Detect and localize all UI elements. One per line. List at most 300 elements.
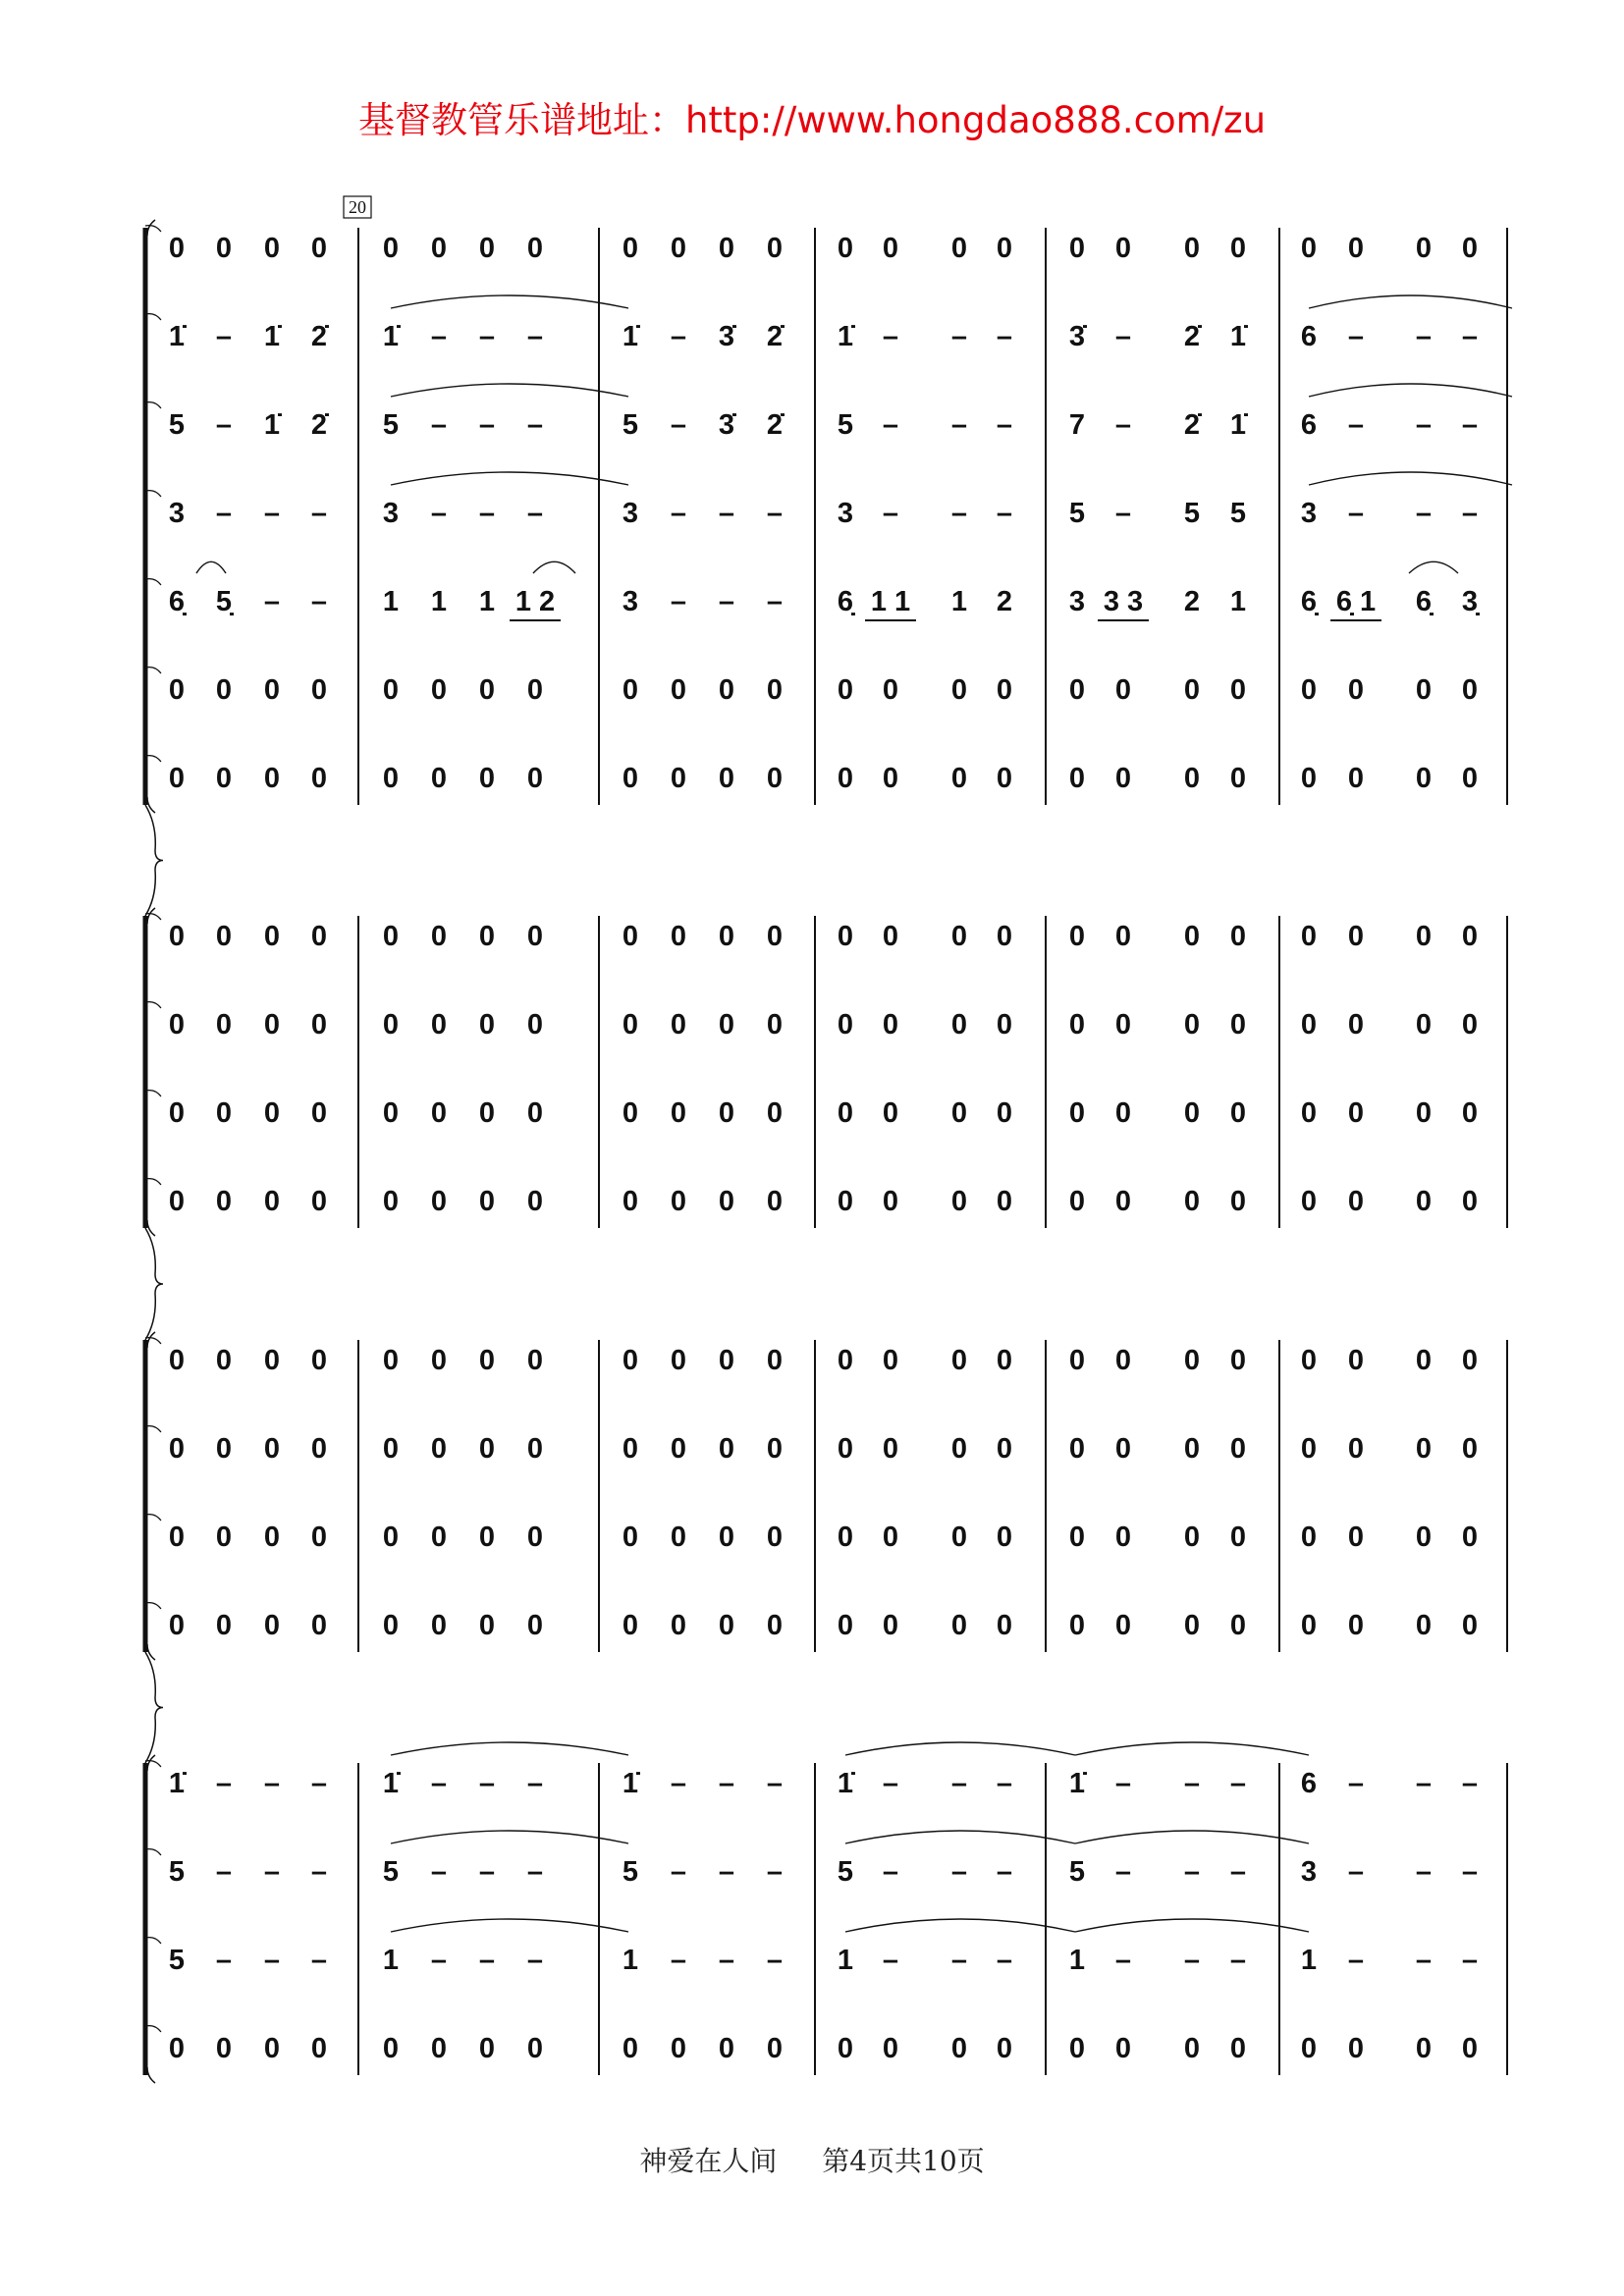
note: 1: [622, 1945, 639, 1976]
rest-note: 0: [1347, 763, 1365, 794]
rest-note: 0: [837, 233, 854, 264]
rest-note: 0: [478, 1097, 496, 1129]
dash-extension: –: [430, 498, 448, 529]
rest-note: 0: [882, 1097, 899, 1129]
rest-note: 0: [996, 2033, 1013, 2064]
rest-note: 0: [837, 674, 854, 706]
rest-note: 0: [950, 1186, 968, 1217]
note: 1̇: [837, 1768, 854, 1799]
note: 6: [1300, 1768, 1318, 1799]
rest-note: 0: [310, 674, 328, 706]
rest-note: 0: [382, 1522, 400, 1553]
slur: [391, 384, 628, 397]
slur: [391, 472, 628, 485]
rest-note: 0: [766, 1097, 784, 1129]
slur: [391, 1742, 628, 1755]
rest-note: 0: [622, 1433, 639, 1465]
rest-note: 0: [718, 1186, 735, 1217]
rest-note: 0: [263, 1522, 281, 1553]
rest-note: 0: [882, 1433, 899, 1465]
rest-note: 0: [882, 1009, 899, 1041]
slur: [845, 1919, 1075, 1932]
rest-note: 0: [1347, 674, 1365, 706]
slur: [533, 561, 575, 573]
rest-note: 0: [996, 233, 1013, 264]
dash-extension: –: [766, 1945, 784, 1976]
dash-extension: –: [766, 1856, 784, 1888]
rest-note: 0: [622, 1522, 639, 1553]
dash-extension: –: [1183, 1945, 1201, 1976]
rest-note: 0: [950, 1009, 968, 1041]
rest-note: 0: [950, 674, 968, 706]
dash-extension: –: [1415, 1945, 1433, 1976]
footer-title: 神爱在人间: [639, 2145, 778, 2177]
dash-extension: –: [1347, 498, 1365, 529]
dash-extension: –: [950, 1768, 968, 1799]
dash-extension: –: [996, 321, 1013, 352]
rest-note: 0: [950, 763, 968, 794]
note: 5: [168, 409, 186, 441]
rest-note: 0: [996, 1009, 1013, 1041]
rest-note: 0: [766, 1009, 784, 1041]
rest-note: 0: [1461, 1433, 1479, 1465]
slur: [1309, 384, 1512, 397]
rest-note: 0: [263, 1186, 281, 1217]
rest-note: 0: [837, 2033, 854, 2064]
dash-extension: –: [1415, 498, 1433, 529]
rest-note: 0: [526, 1610, 544, 1641]
rest-note: 0: [996, 1186, 1013, 1217]
dash-extension: –: [670, 1856, 687, 1888]
rest-note: 0: [766, 1186, 784, 1217]
rest-note: 0: [215, 763, 233, 794]
rest-note: 0: [837, 921, 854, 952]
rest-note: 0: [1347, 1186, 1365, 1217]
rest-note: 0: [168, 1610, 186, 1641]
slur: [1409, 561, 1458, 573]
rest-note: 0: [766, 1522, 784, 1553]
rest-note: 0: [950, 921, 968, 952]
note: 6̣: [1415, 586, 1433, 617]
dash-extension: –: [1183, 1856, 1201, 1888]
note: 2̇: [1183, 321, 1201, 352]
rest-note: 0: [478, 1009, 496, 1041]
rest-note: 0: [1461, 674, 1479, 706]
dash-extension: –: [215, 321, 233, 352]
rest-note: 0: [478, 674, 496, 706]
rest-note: 0: [1347, 233, 1365, 264]
note: 5: [1183, 498, 1201, 529]
rest-note: 0: [950, 2033, 968, 2064]
rest-note: 0: [1300, 1186, 1318, 1217]
note: 1̇: [382, 321, 400, 352]
rest-note: 0: [310, 1186, 328, 1217]
rest-note: 0: [1229, 233, 1247, 264]
rest-note: 0: [622, 921, 639, 952]
note: 1: [478, 586, 496, 617]
watermark-header: 基督教管乐谱地址：http://www.hongdao888.com/zu: [357, 99, 1267, 141]
rest-note: 0: [263, 763, 281, 794]
dash-extension: –: [718, 1945, 735, 1976]
rest-note: 0: [382, 1186, 400, 1217]
dash-extension: –: [526, 1768, 544, 1799]
dash-extension: –: [718, 498, 735, 529]
rest-note: 0: [1415, 2033, 1433, 2064]
dash-extension: –: [996, 409, 1013, 441]
slur: [196, 561, 226, 573]
rest-note: 0: [622, 2033, 639, 2064]
rest-note: 0: [1415, 921, 1433, 952]
note: 1 1: [870, 586, 911, 617]
rest-note: 0: [478, 763, 496, 794]
note: 5: [1068, 498, 1086, 529]
rest-note: 0: [1068, 233, 1086, 264]
note: 1: [950, 586, 968, 617]
note: 5: [622, 1856, 639, 1888]
rest-note: 0: [215, 2033, 233, 2064]
rest-note: 0: [882, 233, 899, 264]
dash-extension: –: [1347, 1945, 1365, 1976]
rest-note: 0: [670, 2033, 687, 2064]
slur: [391, 295, 628, 308]
rest-note: 0: [382, 921, 400, 952]
rest-note: 0: [168, 674, 186, 706]
rest-note: 0: [950, 1097, 968, 1129]
rest-note: 0: [670, 1009, 687, 1041]
rest-note: 0: [1229, 2033, 1247, 2064]
rest-note: 0: [1114, 1610, 1132, 1641]
note: 3: [382, 498, 400, 529]
rest-note: 0: [622, 1610, 639, 1641]
rest-note: 0: [1114, 233, 1132, 264]
rest-note: 0: [263, 1345, 281, 1376]
rest-note: 0: [1300, 1522, 1318, 1553]
rest-note: 0: [622, 674, 639, 706]
note: 3: [168, 498, 186, 529]
rest-note: 0: [310, 233, 328, 264]
rest-note: 0: [1461, 1009, 1479, 1041]
rest-note: 0: [526, 1433, 544, 1465]
note: 1: [430, 586, 448, 617]
rest-note: 0: [1415, 1522, 1433, 1553]
rehearsal-mark: 20: [349, 197, 366, 217]
rest-note: 0: [1183, 1610, 1201, 1641]
note: 5̣: [215, 586, 233, 617]
dash-extension: –: [950, 409, 968, 441]
rest-note: 0: [215, 1610, 233, 1641]
dash-extension: –: [882, 1945, 899, 1976]
dash-extension: –: [478, 409, 496, 441]
note: 1: [382, 1945, 400, 1976]
rest-note: 0: [1068, 674, 1086, 706]
dash-extension: –: [1347, 1856, 1365, 1888]
rest-note: 0: [526, 1097, 544, 1129]
rest-note: 0: [996, 763, 1013, 794]
rest-note: 0: [478, 1610, 496, 1641]
rest-note: 0: [168, 1097, 186, 1129]
note: 1̇: [263, 409, 281, 441]
dash-extension: –: [950, 321, 968, 352]
note: 3 3: [1103, 586, 1144, 617]
dash-extension: –: [430, 321, 448, 352]
rest-note: 0: [310, 1345, 328, 1376]
dash-extension: –: [526, 321, 544, 352]
note: 1: [1300, 1945, 1318, 1976]
dash-extension: –: [215, 498, 233, 529]
rest-note: 0: [382, 674, 400, 706]
rest-note: 0: [215, 674, 233, 706]
rest-note: 0: [1114, 1433, 1132, 1465]
dash-extension: –: [882, 321, 899, 352]
note: 6̣: [1300, 586, 1318, 617]
rest-note: 0: [215, 1009, 233, 1041]
rest-note: 0: [837, 1186, 854, 1217]
rest-note: 0: [1300, 674, 1318, 706]
note: 2̇: [766, 409, 784, 441]
rest-note: 0: [526, 674, 544, 706]
rest-note: 0: [310, 2033, 328, 2064]
dash-extension: –: [1461, 1856, 1479, 1888]
rest-note: 0: [215, 1345, 233, 1376]
rest-note: 0: [766, 233, 784, 264]
rest-note: 0: [1347, 1433, 1365, 1465]
dash-extension: –: [1347, 321, 1365, 352]
rest-note: 0: [996, 921, 1013, 952]
rest-note: 0: [670, 1522, 687, 1553]
dash-extension: –: [1114, 1945, 1132, 1976]
rest-note: 0: [996, 1522, 1013, 1553]
note: 1̇: [1068, 1768, 1086, 1799]
slur: [1075, 1831, 1309, 1843]
dash-extension: –: [526, 498, 544, 529]
dash-extension: –: [526, 1856, 544, 1888]
dash-extension: –: [215, 409, 233, 441]
rest-note: 0: [1068, 1186, 1086, 1217]
rest-note: 0: [837, 1009, 854, 1041]
rest-note: 0: [263, 1009, 281, 1041]
rest-note: 0: [882, 921, 899, 952]
dash-extension: –: [718, 1768, 735, 1799]
rest-note: 0: [430, 921, 448, 952]
dash-extension: –: [1415, 1768, 1433, 1799]
note: 5: [837, 409, 854, 441]
note: 5: [837, 1856, 854, 1888]
rest-note: 0: [382, 1345, 400, 1376]
dash-extension: –: [670, 1945, 687, 1976]
rest-note: 0: [478, 1345, 496, 1376]
rest-note: 0: [837, 763, 854, 794]
rest-note: 0: [168, 1345, 186, 1376]
rest-note: 0: [882, 1522, 899, 1553]
dash-extension: –: [882, 409, 899, 441]
dash-extension: –: [1114, 409, 1132, 441]
dash-extension: –: [310, 498, 328, 529]
dash-extension: –: [263, 586, 281, 617]
dash-extension: –: [310, 1768, 328, 1799]
rest-note: 0: [215, 1522, 233, 1553]
rest-note: 0: [1068, 921, 1086, 952]
note: 2̇: [310, 409, 328, 441]
note: 6: [1300, 321, 1318, 352]
rest-note: 0: [478, 2033, 496, 2064]
dash-extension: –: [215, 1856, 233, 1888]
note: 1̇: [1229, 321, 1247, 352]
rest-note: 0: [526, 1522, 544, 1553]
rest-note: 0: [1068, 1433, 1086, 1465]
note: 2̇: [766, 321, 784, 352]
rest-note: 0: [1183, 1522, 1201, 1553]
rest-note: 0: [882, 1186, 899, 1217]
rest-note: 0: [1415, 1433, 1433, 1465]
note: 5: [622, 409, 639, 441]
dash-extension: –: [766, 586, 784, 617]
rest-note: 0: [1229, 1433, 1247, 1465]
rest-note: 0: [837, 1345, 854, 1376]
dash-extension: –: [1415, 409, 1433, 441]
rest-note: 0: [478, 233, 496, 264]
rest-note: 0: [670, 763, 687, 794]
slur: [391, 1919, 628, 1932]
rest-note: 0: [1114, 674, 1132, 706]
rest-note: 0: [478, 921, 496, 952]
rest-note: 0: [1114, 1522, 1132, 1553]
rest-note: 0: [1114, 1097, 1132, 1129]
rest-note: 0: [1229, 1610, 1247, 1641]
rest-note: 0: [1415, 1009, 1433, 1041]
rest-note: 0: [478, 1522, 496, 1553]
dash-extension: –: [950, 1945, 968, 1976]
note: 5: [168, 1856, 186, 1888]
rest-note: 0: [1461, 921, 1479, 952]
note: 6: [1300, 409, 1318, 441]
dash-extension: –: [1183, 1768, 1201, 1799]
dash-extension: –: [1114, 1856, 1132, 1888]
rest-note: 0: [215, 921, 233, 952]
rest-note: 0: [670, 1610, 687, 1641]
slur: [1309, 472, 1512, 485]
note: 5: [1068, 1856, 1086, 1888]
dash-extension: –: [1114, 498, 1132, 529]
note: 1: [382, 586, 400, 617]
note: 1: [1229, 586, 1247, 617]
slur: [391, 1831, 628, 1843]
rest-note: 0: [718, 674, 735, 706]
dash-extension: –: [766, 498, 784, 529]
rest-note: 0: [1461, 763, 1479, 794]
rest-note: 0: [1415, 1186, 1433, 1217]
note: 5: [168, 1945, 186, 1976]
dash-extension: –: [430, 1856, 448, 1888]
dash-extension: –: [718, 1856, 735, 1888]
note: 3̇: [718, 409, 735, 441]
rest-note: 0: [718, 1097, 735, 1129]
rest-note: 0: [1300, 1009, 1318, 1041]
slur: [1075, 1919, 1309, 1932]
note: 3: [622, 586, 639, 617]
rest-note: 0: [837, 1097, 854, 1129]
rest-note: 0: [718, 1009, 735, 1041]
rest-note: 0: [670, 1433, 687, 1465]
rest-note: 0: [430, 1186, 448, 1217]
rest-note: 0: [168, 763, 186, 794]
rest-note: 0: [1183, 1345, 1201, 1376]
dash-extension: –: [670, 586, 687, 617]
dash-extension: –: [263, 1768, 281, 1799]
rest-note: 0: [263, 921, 281, 952]
rest-note: 0: [1461, 1522, 1479, 1553]
dash-extension: –: [1114, 321, 1132, 352]
system-brace: [145, 1228, 163, 1340]
rest-note: 0: [263, 2033, 281, 2064]
rest-note: 0: [526, 1009, 544, 1041]
rest-note: 0: [882, 2033, 899, 2064]
rest-note: 0: [310, 1097, 328, 1129]
rest-note: 0: [1415, 1097, 1433, 1129]
rest-note: 0: [1183, 1009, 1201, 1041]
dash-extension: –: [478, 498, 496, 529]
rest-note: 0: [766, 2033, 784, 2064]
rest-note: 0: [215, 1097, 233, 1129]
dash-extension: –: [478, 1856, 496, 1888]
dash-extension: –: [310, 586, 328, 617]
rest-note: 0: [1347, 1522, 1365, 1553]
rest-note: 0: [1068, 1522, 1086, 1553]
rest-note: 0: [1068, 2033, 1086, 2064]
rest-note: 0: [1229, 1522, 1247, 1553]
note: 3: [1068, 586, 1086, 617]
rest-note: 0: [882, 674, 899, 706]
rest-note: 0: [670, 1345, 687, 1376]
note: 3: [837, 498, 854, 529]
dash-extension: –: [1461, 1945, 1479, 1976]
dash-extension: –: [996, 1768, 1013, 1799]
rest-note: 0: [766, 763, 784, 794]
rest-note: 0: [1229, 921, 1247, 952]
rest-note: 0: [1068, 1097, 1086, 1129]
rest-note: 0: [168, 1186, 186, 1217]
rest-note: 0: [1229, 763, 1247, 794]
rest-note: 0: [430, 1097, 448, 1129]
note: 1̇: [837, 321, 854, 352]
rest-note: 0: [430, 674, 448, 706]
dash-extension: –: [310, 1945, 328, 1976]
rest-note: 0: [950, 233, 968, 264]
system-brace: [145, 1652, 163, 1763]
dash-extension: –: [215, 1768, 233, 1799]
rest-note: 0: [1183, 2033, 1201, 2064]
dash-extension: –: [1415, 1856, 1433, 1888]
rest-note: 0: [382, 1433, 400, 1465]
page-footer: [0, 2140, 1624, 2179]
rest-note: 0: [263, 1433, 281, 1465]
rest-note: 0: [1300, 763, 1318, 794]
dash-extension: –: [670, 321, 687, 352]
rest-note: 0: [1415, 1610, 1433, 1641]
rest-note: 0: [168, 1433, 186, 1465]
dash-extension: –: [670, 409, 687, 441]
rest-note: 0: [382, 1097, 400, 1129]
rest-note: 0: [718, 763, 735, 794]
rest-note: 0: [882, 1610, 899, 1641]
dash-extension: –: [718, 586, 735, 617]
dash-extension: –: [263, 1856, 281, 1888]
rest-note: 0: [1415, 763, 1433, 794]
rest-note: 0: [670, 233, 687, 264]
dash-extension: –: [1347, 409, 1365, 441]
rest-note: 0: [310, 1009, 328, 1041]
dash-extension: –: [430, 409, 448, 441]
rest-note: 0: [1300, 1610, 1318, 1641]
